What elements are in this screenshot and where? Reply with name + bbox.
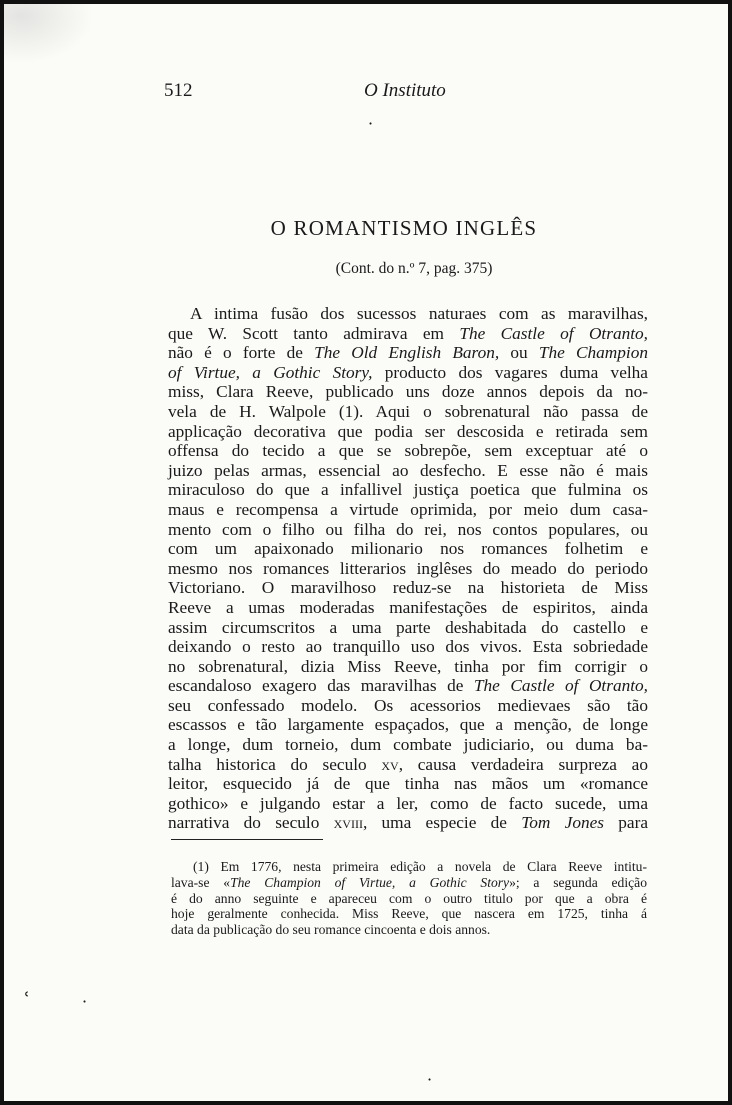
body-line: [168, 461, 648, 481]
text-run: talha historica do seculo: [168, 754, 382, 774]
text-run: escandaloso exagero das maravilhas de: [168, 676, 474, 696]
footnote-line: [171, 859, 647, 875]
body-line: [168, 480, 648, 500]
running-head: [164, 80, 584, 104]
body-line: [168, 422, 648, 442]
body-line: [168, 755, 648, 775]
text-run: , uma especie de: [362, 813, 522, 833]
text-run: no sobrenatural, dizia Miss Reeve, tinha por fim corrigir o: [168, 656, 648, 676]
text-run: ou: [499, 343, 539, 363]
body-line: [168, 382, 648, 402]
body-line: [168, 304, 648, 324]
body-line: [168, 618, 648, 638]
text-run: maus e recompensa a virtude oprimida, por meio dum casa-: [168, 499, 648, 519]
text-run: mesmo nos romances litterarios inglêses do meado do periodo: [168, 558, 648, 578]
text-run: assim circumscritos a uma parte deshabitada do castello e: [168, 617, 648, 637]
text-run: Reeve a umas moderadas manifestações de espiritos, ainda: [168, 597, 648, 617]
body-line: [168, 402, 648, 422]
text-run: producto dos vagares duma velha: [372, 362, 648, 382]
text-run: gothico» e julgando estar a ler, como de facto sucede, uma: [168, 793, 648, 813]
body-line: [168, 813, 648, 833]
page-number: 512: [164, 80, 193, 101]
text-run: applicação decorativa que podia ser descosida e retirada sem: [168, 421, 648, 441]
footnote: [171, 859, 647, 938]
italic-text: The Old English Baron,: [314, 343, 500, 363]
body-line: [168, 363, 648, 383]
body-line: [168, 441, 648, 461]
text-run: lava-se «: [171, 874, 231, 890]
body-line: [168, 559, 648, 579]
text-run: (1) Em 1776, nesta primeira edição a novela de Clara Reeve intitu-: [193, 859, 647, 874]
body-line: [168, 774, 648, 794]
body-line: [168, 324, 648, 344]
italic-text: The Champion of Virtue, a Gothic Story: [230, 874, 510, 890]
text-run: escassos e tão largamente espaçados, que a menção, de longe: [168, 715, 648, 735]
body-line: [168, 539, 648, 559]
body-line: [168, 657, 648, 677]
body-line: [168, 500, 648, 520]
text-run: hoje geralmente conhecida. Miss Reeve, que nascera em 1725, tinha á: [171, 906, 647, 922]
italic-text: The Champion: [538, 343, 648, 363]
italic-text: Tom Jones: [521, 813, 605, 833]
text-run: leitor, esquecido já de que tinha nas mãos um «romance: [168, 774, 648, 794]
ink-dot: ·: [427, 1070, 433, 1089]
text-run: a longe, dum torneio, dum combate judiciario, ou duma ba-: [168, 735, 648, 755]
text-run: juizo pelas armas, essencial ao desfecho. E esse não é mais: [168, 460, 648, 480]
text-run: mento com o filho ou filha do rei, nos contos populares, ou: [168, 519, 648, 539]
footnote-line: [171, 891, 647, 907]
italic-text: The Castle of Otranto,: [459, 323, 648, 343]
body-line: [168, 696, 648, 716]
footnote-line: [171, 906, 647, 922]
footnote-line: [171, 922, 647, 938]
body-line: [168, 343, 648, 363]
body-line: [168, 637, 648, 657]
body-line: [168, 676, 648, 696]
text-run: com um apaixonado milionario nos romances folhetim e: [168, 539, 648, 559]
text-run: Victoriano. O maravilhoso reduz-se na historieta de Miss: [168, 578, 648, 598]
journal-title: O Instituto: [364, 80, 446, 101]
body-line: [168, 598, 648, 618]
body-line: [168, 735, 648, 755]
ink-dot: ·: [368, 114, 374, 133]
text-run: »; a segunda edição: [509, 874, 647, 890]
text-run: seu confessado modelo. Os acessorios medievaes são tão: [168, 695, 648, 715]
text-run: deixando o resto ao tranquillo uso dos vivos. Esta sobriedade: [168, 637, 648, 657]
ink-dot: ·: [82, 992, 88, 1011]
italic-text: The Castle of Otranto,: [473, 676, 648, 696]
text-run: miss, Clara Reeve, publicado uns doze annos depois da no-: [168, 382, 648, 402]
smallcaps-text: xviii: [333, 813, 363, 833]
ink-mark: ʿ: [24, 987, 31, 1011]
smallcaps-text: xv: [381, 754, 399, 774]
text-run: vela de H. Walpole (1). Aqui o sobrenatural não passa de: [168, 401, 648, 421]
footnote-line: [171, 875, 647, 891]
continuation-note: (Cont. do n.º 7, pag. 375): [335, 260, 493, 277]
text-run: miraculoso do que a infallivel justiça poetica que fulmina os: [168, 480, 648, 500]
text-run: , causa verdadeira surpreza ao: [398, 754, 648, 774]
italic-text: of Virtue, a Gothic Story,: [168, 362, 373, 382]
footnote-rule: [171, 839, 323, 840]
body-line: [168, 715, 648, 735]
body-line: [168, 578, 648, 598]
text-run: para: [604, 813, 649, 833]
text-run: é do anno seguinte e apareceu com o outro titulo por que a obra é: [171, 890, 647, 906]
text-run: A intima fusão dos sucessos naturaes com as maravilhas,: [190, 304, 648, 323]
text-run: data da publicação do seu romance cincoenta e dois annos.: [171, 922, 491, 938]
text-run: que W. Scott tanto admirava em: [168, 323, 460, 343]
text-run: narrativa do seculo: [168, 813, 334, 833]
page-stain: [4, 4, 94, 64]
body-line: [168, 520, 648, 540]
body-text: [168, 304, 648, 833]
article-title: O ROMANTISMO INGLÊS: [270, 216, 538, 240]
text-run: não é o forte de: [168, 343, 315, 363]
text-run: offensa do tecido a que se sobrepõe, sem exceptuar até o: [168, 441, 648, 461]
body-line: [168, 794, 648, 814]
